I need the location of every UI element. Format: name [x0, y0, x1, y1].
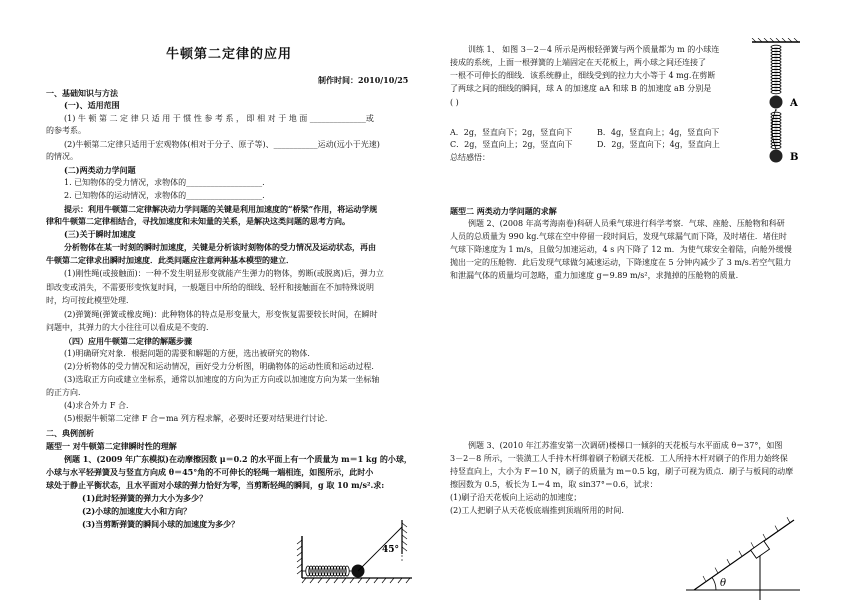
creation-date: 制作时间：2010/10/25: [318, 75, 409, 85]
hint-text: 提示：利用牛顿第二定律解决动力学问题的关键是利用加速度的“桥梁”作用，将运动学规: [64, 204, 378, 214]
example-2-text: 气球下降速度为 1 m/s，且做匀加速运动，4 s 内下降了 12 m．为使气球安全着陆，向舱外缓慢: [450, 245, 792, 254]
section-heading-examples: 二、典例剖析: [46, 428, 94, 438]
example-1-question: (2)小球的加速度大小和方向？: [82, 506, 192, 516]
training-1-text: 接成的系统，上面一根弹簧的上端固定在天花板上，两小球之间还连接了: [450, 58, 706, 67]
step-3: 的正方向．: [46, 388, 86, 397]
text-line: 牛顿第二定律求出瞬时加速度．此类问题应注意两种基本模型的建立．: [46, 255, 294, 265]
text-line: 的参考系。: [46, 126, 86, 135]
section-heading-basics: 一、基础知识与方法: [46, 88, 118, 98]
option-a: A．2g，竖直向下；2g，竖直向下: [450, 128, 573, 137]
example-2-text: 例题 2、(2008 年高考海南卷)科研人员乘气球进行科学考察．气球、座舱、压舱物和科研: [468, 219, 785, 228]
subsection-steps: （四）应用牛顿第二定律的解题步骤: [64, 336, 192, 346]
example-3-text: 擦因数为 0.5，板长为 L＝4 m，取 sin37°＝0.6，试求：: [450, 480, 658, 489]
step-2: (2)分析物体的受力情况和运动情况，画好受力分析图，明确物体的运动性质和运动过程．: [64, 362, 380, 371]
subsection-two-problems: (二)两类动力学问题: [64, 165, 136, 175]
step-3: (3)选取正方向或建立坐标系，通常以加速度的方向为正方向或以加速度方向为某一坐标轴: [64, 375, 380, 384]
step-4: (4)求合外力 F 合．: [64, 401, 134, 410]
step-5: (5)根据牛顿第二定律 F 合＝ma 列方程求解，必要时还要对结果进行讨论．: [64, 414, 333, 423]
text-line: 的情况。: [46, 152, 78, 161]
angle-label: 45°: [382, 545, 400, 555]
spring-ball-diagram: [288, 514, 420, 590]
answer-blank: ( ): [450, 98, 459, 107]
text-line: 时，均可按此模型处理．: [46, 296, 134, 305]
text-line: 1. 已知物体的受力情况，求物体的___________________.: [64, 178, 265, 187]
question-type-heading: 题型二 两类动力学问题的求解: [450, 206, 557, 216]
text-line: (1)刚性绳(或接触面)：一种不发生明显形变就能产生弹力的物体，剪断(或脱离)后，弹力立: [64, 269, 384, 278]
ball-a-label: A: [790, 98, 798, 109]
inclined-ceiling-diagram: [676, 516, 806, 602]
example-1-question: (3)当剪断弹簧的瞬间小球的加速度为多少？: [82, 519, 240, 529]
text-line: (2)弹簧绳(弹簧或橡皮绳)：此种物体的特点是形变量大，形变恢复需要较长时间，在瞬时: [64, 310, 378, 319]
text-line: 问题中，其弹力的大小往往可以看成是不变的．: [46, 323, 214, 332]
example-1-text: 小球与水平轻弹簧及与竖直方向成 θ＝45°角的不可伸长的轻绳一端相连，如图所示，此时小: [46, 467, 374, 477]
option-b: B．4g，竖直向上；4g，竖直向下: [597, 128, 720, 137]
hint-text: 律和牛顿第二定律相结合，寻找加速度和未知量的关系，是解决这类问题的思考方向。: [46, 216, 350, 226]
training-1-text: 了两球之间的细线的瞬间，球 A 的加速度 aA 和球 B 的加速度 aB 分别是: [450, 84, 712, 93]
theta-label: θ: [720, 578, 727, 589]
example-2-text: 抛出一定的压舱物．此后发现气球做匀减速运动，下降速度在 5 分钟内减少了 3 m/s.若空气阻力: [450, 258, 792, 267]
two-spring-diagram: [746, 38, 806, 172]
page-title: 牛顿第二定律的应用: [166, 47, 293, 62]
example-1-text: 球处于静止平衡状态，且水平面对小球的弹力恰好为零，当剪断轻绳的瞬间，g 取 10 m/s².求:: [46, 480, 385, 490]
example-2-text: 人员的总质量为 990 kg.气球在空中停留一段时间后，发现气球漏气而下降，及时堵住．堵住时: [450, 232, 787, 241]
step-1: (1)明确研究对象．根据问题的需要和解题的方便，选出被研究的物体．: [64, 349, 316, 358]
text-line: 即改变或消失，不需要形变恢复时间，一般题目中所给的细线、轻杆和接触面在不加特殊说明: [46, 283, 374, 292]
subsection-scope: (一)、适用范围: [64, 100, 120, 110]
example-2-text: 和泄漏气体的质量均可忽略，重力加速度 g＝9.89 m/s²，求抛掉的压舱物的质量.: [450, 271, 739, 280]
example-1-question: (1)此时轻弹簧的弹力大小为多少？: [82, 493, 208, 503]
training-1-text: 一根不可伸长的细线．该系统静止，细线受到的拉力大小等于 4 mg.在剪断: [450, 71, 716, 80]
text-line: (1) 牛 顿 第 二 定 律 只 适 用 于 惯 性 参 考 系 ， 即 相 对 于 地 面 ______________或: [64, 114, 374, 123]
training-1-text: 训练 1、 如图 3－2－4 所示是两根轻弹簧与两个质量都为 m 的小球连: [468, 45, 720, 54]
text-line: (2)牛顿第二定律只适用于宏观物体(相对于分子、原子等)、___________运动(远小于光速): [64, 140, 380, 149]
option-d: D．2g，竖直向下；4g，竖直向上: [597, 140, 720, 149]
text-line: 分析物体在某一时刻的瞬时加速度，关键是分析该时刻物体的受力情况及运动状态，再由: [64, 242, 376, 252]
summary-label: 总结感悟：: [450, 153, 490, 162]
option-c: C．2g，竖直向上；2g，竖直向下: [450, 140, 573, 149]
example-3-text: 持竖直向上，大小为 F＝10 N，刷子的质量为 m＝0.5 kg，刷子可视为质点．刷子与板间的动摩: [450, 467, 794, 476]
question-type-heading: 题型一 对牛顿第二定律瞬时性的理解: [46, 441, 177, 451]
example-3-question: (2)工人把刷子从天花板底端推到顶端所用的时间.: [450, 506, 624, 515]
subsection-instant: (三)关于瞬时加速度: [64, 229, 136, 239]
example-3-text: 例题 3、(2010 年江苏淮安第一次调研)楼梯口一倾斜的天花板与水平面成 θ＝37°，如图: [468, 441, 783, 450]
example-1-text: 例题 1、(2009 年广东模拟)在动摩擦因数 μ＝0.2 的水平面上有一个质量为 m＝1 kg 的小球，: [64, 454, 412, 464]
ball-b-label: B: [790, 152, 799, 163]
text-line: 2. 已知物体的运动情况，求物体的___________________.: [64, 191, 265, 200]
example-3-question: (1)刷子沿天花板向上运动的加速度；: [450, 493, 582, 502]
example-3-text: 3－2－8 所示，一装潢工人手持木杆绑着刷子粉刷天花板．工人所持木杆对刷子的作用力始终保: [450, 454, 788, 463]
